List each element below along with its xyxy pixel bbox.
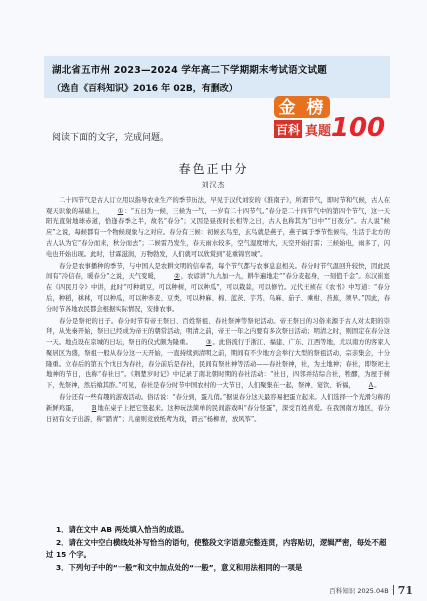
article-author: 刘汉杰	[201, 181, 226, 189]
question-item: 3．下列句子中的“一般”和文中加点处的“一般”，意义和用法相同的一项是	[56, 562, 303, 572]
logo-100: 100	[330, 113, 386, 143]
article-body	[46, 196, 390, 427]
paragraph: 春分还有一些有趣的游戏活动。俗话说：“春分到，蛋儿俏。”据说春分这天最容易把蛋立起来。人们选择一个光滑匀称的新鲜鸡蛋， B地在桌子上把它竖起来。这种玩法简单的民间游戏叫“春分竖蛋”，深受百姓喜爱。在我国南方地区，春分日初有女子出游，称“踏青”；儿童则竞放纸鸢为戏，谓云“杨柳青，放风筝”。	[46, 394, 390, 423]
logo-zhenti: 真题	[304, 124, 332, 139]
jinbang-100-logo	[270, 96, 386, 143]
source-title: 湖北省五市州 2023—2024 学年高二下学期期末考试语文试题	[52, 65, 327, 76]
paragraph: 春分是农事播种的季节，与中国人是农耕文明的信奉者，每个节气都与农事息息相关。春分时节气温回升较快，因此民间有“冷信春，暖春分”之说，天气变暖， ②，农谚讲“九九加一九，耕牛遍地走”“春分麦起身，一刻值千金”。东汉崔寔在《四民月令》中讲，此时“可种胡豆，可以种树，可以种瓜”，可以栽蒜，可以修竹。元代王祯在《农书》中写道：“春分后，种稻，秫秫，可以种瓜，可以种荞麦、豆类，可以种麻、棉、蓝茨、芋艿、乌麻、茄子、乘柑、苔蕉，须早。”因此，春分时节各地农民都会根据实际情况，安排农事。	[46, 262, 390, 313]
paragraph: 春分是祭祀的日子。春分时节有帝王祭日、百姓祭祖、春社祭神等祭祀活动。帝王祭日的习俗来源于古人对太阳的崇拜，从先秦开始，祭日已经成为帝王的朝常活动，明清之前，帝王一年之内要有多次祭日活动；明清之时，则固定在春分这一天。地点设在京城的日坛，祭日的仪式颇为隆重。 ③。此俗流行于浙江、福建、广东、江西等地，尤以南方的客家人聚居区为盛，祭祖一般从春分这一天开始，一直持续到清明之前，期间有不少地方会举行大型的祭祖活动，宗亲集会，十分隆重。立春后的第五个戊日为春社，春分前后是春社，民间有祭社神等活动——春社祭神，社，为土地神；春社，即祭祀土地神的节日，也称“春社日”。《荆楚岁时记》中记录了南北朝时期的春社活动：“社日，四邻并结综合社，牲醪，为屋于树下，先祭神，然后飨其胙。”可见，春社是春分时节中国农村的一大节日，人们聚集在一起，祭神、宴饮、祈福， A。	[46, 317, 390, 392]
logo-char-bang: 榜	[306, 98, 324, 118]
blank-b: B	[91, 404, 97, 412]
blank-2: ②	[174, 273, 180, 281]
blank-3: ③	[205, 339, 212, 347]
logo-char-jin: 金	[278, 98, 296, 118]
paragraph: 二十四节气是古人订立用以指导农业生产的季节历法，早见于汉代刘安的《淮南子》，所谓节气，即时节和气候，古人在观天识象的基础上， ①：“五日为一候，三候为一气，一岁有二十四节气。”春分是二十四节气中的第四个节气，这一天阳光直射地球赤道，恰逢春季之半，故名“春分”；又因是昼夜时长相等之日，古人也称其为“日中”“日夜分”。古人说“候应”之说，每候都有一个物候现象与之对应。春分有三候：初候玄鸟至，玄鸟就是燕子，燕子属于季节性候鸟，生活于北方的古人认为它“春分而来，秋分而去”；二候雷乃发生，春天雨水较多，空气湿度增大，天空开始打雷；三候始电，雨多了，闪电也开始出现。此时，甘霖滋润，万物勃发，人们就可以欣赏到“花重锦官城”。	[46, 197, 390, 258]
article-title: 春色正中分	[178, 162, 249, 176]
journal-name: 百科知识 2025.04B	[329, 587, 389, 595]
logo-baike: 百科	[275, 123, 301, 137]
question-item: 2．请在文中空白横线处补写恰当的语句，使整段文字语意完整连贯，内容贴切，逻辑严密，每处不超过 15 个字。	[46, 537, 387, 559]
reading-instruction: 阅读下面的文字，完成问题。	[52, 133, 170, 143]
page-number: 71	[397, 584, 413, 597]
blank-1: ①	[117, 207, 124, 215]
footer-divider	[393, 585, 394, 595]
question-item: 1．请在文中 AB 两处填入恰当的成语。	[56, 525, 189, 534]
source-subtitle: （选自《百科知识》2016 年 02B，有删改）	[52, 84, 238, 94]
question-list	[46, 524, 390, 574]
page-footer	[329, 584, 413, 597]
blank-a: A	[368, 381, 374, 389]
